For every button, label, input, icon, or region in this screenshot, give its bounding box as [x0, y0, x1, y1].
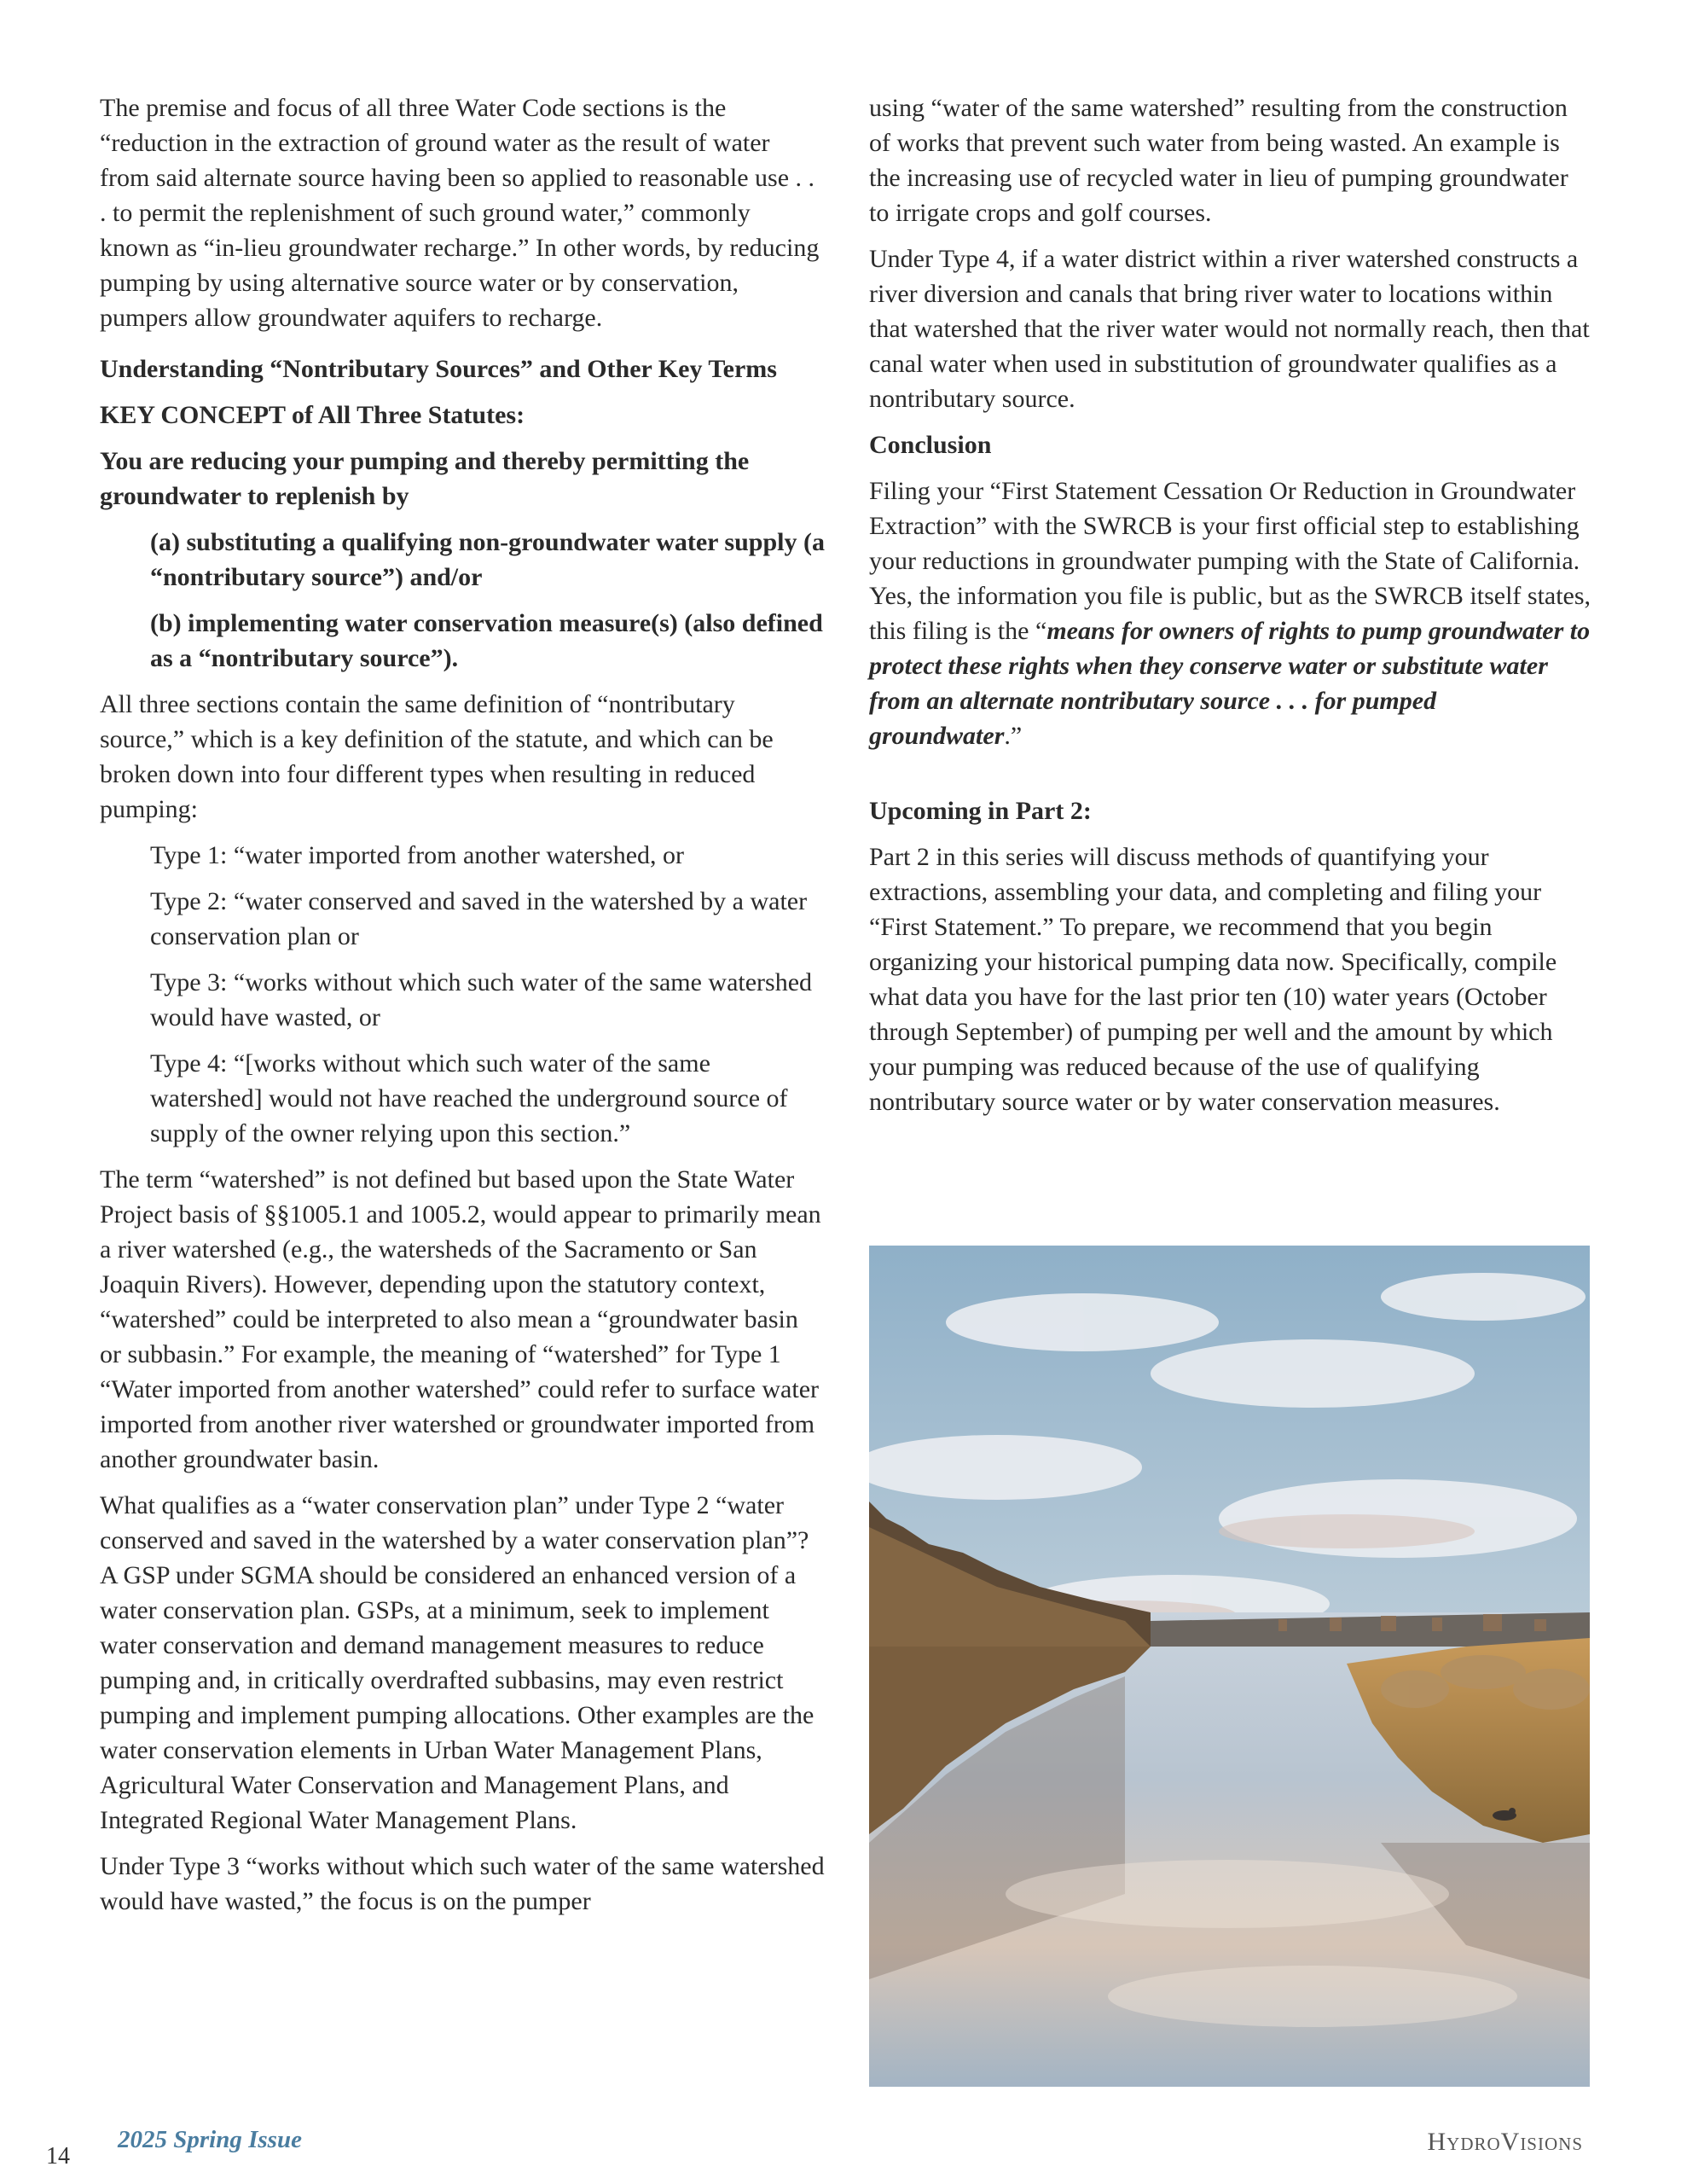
watershed-paragraph: The term “watershed” is not defined but based upon the State Water Project basis of §§1005.1 and 1005.2, would appear to primarily mean a river watershed (e.g., the watersheds of the Sacramento or San Joaquin Rivers). However, depending upon the statutory context, “watershed” could be interpreted to also mean a “groundwater basin or subbasin.” For example, the meaning of “watershed” for Type 1 “Water imported from another watershed” could refer to surface water imported from another river watershed or groundwater imported from another groundwater basin.	[100, 1165, 821, 1473]
river-landscape-photo	[869, 1246, 1590, 2087]
section-heading: Understanding “Nontributary Sources” and Other Key Terms	[100, 355, 777, 383]
type-4-item: Type 4: “[works without which such water of the same watershed] would not have reached the underground source of supply of the owner relying upon this section.”	[150, 1049, 788, 1147]
right-column	[869, 90, 1594, 1130]
upcoming-heading: Upcoming in Part 2:	[869, 797, 1092, 825]
conclusion-heading: Conclusion	[869, 431, 992, 459]
continued-paragraph: using “water of the same watershed” resulting from the construction of works that prevent such water from being wasted. An example is the increasing use of recycled water in lieu of pumping groundwater to irrigate crops and golf courses.	[869, 94, 1568, 227]
definition-paragraph: All three sections contain the same definition of “nontributary source,” which is a key definition of the statute, and which can be broken down into four different types when resulting in reduced pumping:	[100, 690, 774, 823]
left-column	[100, 90, 825, 1930]
page-number: 14	[46, 2143, 70, 2169]
publication-brand: HydroVisions	[1427, 2128, 1583, 2156]
intro-paragraph: The premise and focus of all three Water Code sections is the “reduction in the extraction of ground water as the result of water from said alternate source having been so applied to reasonable use . . . to permit the replenishment of such ground water,” commonly known as “in-lieu groundwater recharge.” In other words, by reducing pumping by using alternative source water or by conservation, pumpers allow groundwater aquifers to recharge.	[100, 94, 820, 332]
conclusion-body: Filing your “First Statement Cessation Or Reduction in Groundwater Extraction” with the SWRCB is your first official step to establishing your reductions in groundwater pumping with the State of California. Yes, the information you file is public, but as the SWRCB itself states, this filing is the “	[869, 477, 1591, 645]
type-1-item: Type 1: “water imported from another watershed, or	[150, 841, 685, 869]
spacer	[869, 764, 1594, 793]
conservation-plan-paragraph: What qualifies as a “water conservation plan” under Type 2 “water conserved and saved in the watershed by a water conservation plan”? A GSP under SGMA should be considered an enhanced version of a water conservation plan. GSPs, at a minimum, seek to implement water conservation and demand management measures to reduce pumping and, in critically overdrafted subbasins, may even restrict pumping and implement pumping allocations. Other examples are the water conservation elements in Urban Water Management Plans, Agricultural Water Conservation and Management Plans, and Integrated Regional Water Management Plans.	[100, 1491, 815, 1834]
type-4-paragraph: Under Type 4, if a water district within a river watershed constructs a river diversion and canals that bring river water to locations within that watershed that the river water would not normally reach, then that canal water when used in substitution of groundwater qualifies as a nontributary source.	[869, 245, 1590, 413]
conclusion-quote: means for owners of rights to pump groundwater to protect these rights when they conserve water or substitute water from an alternate nontributary source . . . for pumped groundwater	[869, 617, 1591, 750]
type-2-item: Type 2: “water conserved and saved in the watershed by a water conservation plan or	[150, 887, 808, 950]
upcoming-paragraph: Part 2 in this series will discuss methods of quantifying your extractions, assembling your data, and completing and filing your “First Statement.” To prepare, we recommend that you begin organizing your historical pumping data now. Specifically, compile what data you have for the last prior ten (10) water years (October through September) of pumping per well and the amount by which your pumping was reduced because of the use of qualifying nontributary source water or by water conservation measures.	[869, 843, 1557, 1116]
key-concept-item-a: (a) substituting a qualifying non-groundwater water supply (a “nontributary source”) and/or	[150, 528, 825, 591]
key-concept-body: You are reducing your pumping and thereby permitting the groundwater to replenish by	[100, 447, 750, 510]
river-landscape-image	[869, 1246, 1590, 2087]
key-concept-title: KEY CONCEPT of All Three Statutes:	[100, 401, 525, 429]
conclusion-end: .”	[1004, 722, 1023, 750]
type-3-paragraph: Under Type 3 “works without which such water of the same watershed would have wasted,” the focus is on the pumper	[100, 1852, 825, 1915]
key-concept-item-b: (b) implementing water conservation measure(s) (also defined as a “nontributary source”).	[150, 609, 823, 672]
conclusion-paragraph	[869, 473, 1594, 753]
issue-label: 2025 Spring Issue	[118, 2126, 302, 2153]
type-3-item: Type 3: “works without which such water of the same watershed would have wasted, or	[150, 968, 813, 1031]
